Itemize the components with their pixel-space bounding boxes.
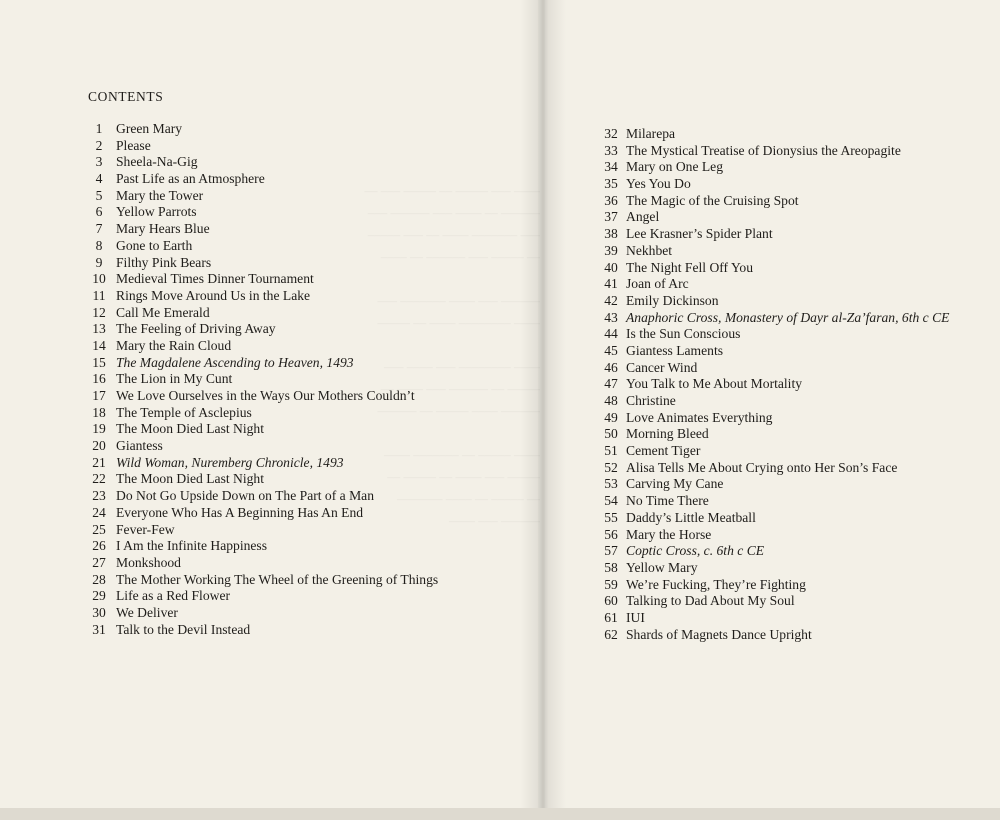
entry-number: 4 — [95, 171, 103, 187]
toc-entry — [596, 193, 949, 210]
toc-entry — [596, 610, 949, 627]
entry-number: 41 — [604, 276, 618, 292]
entry-title: Yellow Mary — [626, 559, 698, 575]
toc-entry — [82, 405, 438, 422]
entry-title: Joan of Arc — [626, 276, 689, 292]
toc-entry — [82, 338, 438, 355]
entry-title: The Moon Died Last Night — [116, 471, 264, 487]
toc-entry — [82, 288, 438, 305]
toc-entry — [596, 293, 949, 310]
entry-title: Gone to Earth — [116, 237, 193, 253]
entry-title: Is the Sun Conscious — [626, 326, 741, 342]
entry-title: Christine — [626, 393, 676, 408]
entry-number: 39 — [604, 242, 618, 258]
entry-number: 48 — [604, 393, 618, 408]
toc-entry — [82, 121, 438, 138]
entry-title: Fever-Few — [116, 521, 175, 537]
entry-number: 7 — [95, 221, 103, 237]
entry-title: Emily Dickinson — [626, 292, 719, 308]
toc-entry — [596, 393, 949, 410]
entry-title: Morning Bleed — [626, 426, 709, 442]
toc-entry — [82, 154, 438, 171]
toc-entry — [596, 543, 949, 560]
entry-number: 17 — [92, 388, 106, 403]
entry-number: 52 — [604, 459, 618, 475]
entry-number: 16 — [92, 371, 106, 387]
entry-number: 12 — [92, 304, 106, 320]
entry-number: 20 — [92, 438, 106, 454]
toc-entry — [596, 143, 949, 160]
entry-number: 8 — [95, 237, 103, 253]
contents-heading: CONTENTS — [88, 89, 164, 104]
entry-title: Mary the Rain Cloud — [116, 337, 232, 353]
toc-entry — [596, 176, 949, 193]
entry-number: 46 — [604, 359, 618, 375]
toc-entry — [82, 204, 438, 221]
entry-title: Giantess Laments — [626, 342, 724, 358]
entry-number: 14 — [92, 337, 106, 353]
entry-title: The Magdalene Ascending to Heaven, 1493 — [116, 354, 354, 370]
entry-number: 44 — [604, 326, 618, 342]
entry-number: 54 — [604, 493, 618, 509]
entry-title: Angel — [626, 209, 660, 225]
entry-title: You Talk to Me About Mortality — [626, 376, 803, 392]
toc-entry — [82, 271, 438, 288]
entry-title: Mary the Tower — [116, 187, 204, 203]
entry-title: The Magic of the Cruising Spot — [626, 192, 799, 208]
entry-title: Talking to Dad About My Soul — [626, 593, 795, 609]
toc-entry — [82, 138, 438, 155]
toc-entry — [596, 426, 949, 443]
entry-title: Everyone Who Has A Beginning Has An End — [116, 504, 364, 520]
entry-title: Call Me Emerald — [116, 304, 210, 320]
entry-title: The Feeling of Driving Away — [116, 321, 276, 337]
entry-number: 31 — [92, 621, 106, 637]
toc-entry — [82, 555, 438, 572]
toc-entry — [596, 209, 949, 226]
toc-list-left — [82, 121, 438, 638]
entry-title: Past Life as an Atmosphere — [116, 171, 265, 187]
toc-entry — [82, 488, 438, 505]
toc-entry — [596, 443, 949, 460]
entry-number: 49 — [604, 409, 618, 425]
toc-entry — [596, 493, 949, 510]
entry-number: 45 — [604, 342, 618, 358]
entry-number: 59 — [604, 576, 618, 592]
entry-title: We’re Fucking, They’re Fighting — [626, 576, 806, 592]
entry-title: Anaphoric Cross, Monastery of Dayr al-Za’faran, 6th c CE — [626, 309, 950, 325]
entry-title: Green Mary — [116, 121, 183, 136]
toc-entry — [596, 159, 949, 176]
entry-number: 36 — [604, 192, 618, 208]
entry-number: 34 — [604, 159, 618, 175]
entry-number: 38 — [604, 226, 618, 242]
entry-number: 27 — [92, 554, 106, 570]
entry-title: Shards of Magnets Dance Upright — [626, 626, 812, 642]
toc-entry — [596, 560, 949, 577]
entry-number: 28 — [92, 571, 106, 587]
toc-entry — [82, 305, 438, 322]
entry-title: Talk to the Devil Instead — [116, 621, 251, 637]
toc-entry — [596, 510, 949, 527]
toc-entry — [82, 572, 438, 589]
entry-title: We Deliver — [116, 604, 178, 620]
entry-number: 43 — [604, 309, 618, 325]
toc-entry — [596, 577, 949, 594]
entry-number: 29 — [92, 588, 106, 604]
entry-title: Alisa Tells Me About Crying onto Her Son’s Face — [626, 459, 898, 475]
toc-list-right — [596, 126, 949, 643]
toc-entry — [82, 371, 438, 388]
entry-title: Mary on One Leg — [626, 159, 724, 175]
entry-number: 57 — [604, 543, 618, 559]
toc-entry — [82, 421, 438, 438]
toc-entry — [596, 126, 949, 143]
toc-entry — [82, 622, 438, 639]
toc-entry — [82, 238, 438, 255]
toc-entry — [82, 388, 438, 405]
entry-number: 33 — [604, 142, 618, 158]
entry-number: 58 — [604, 559, 618, 575]
toc-entry — [596, 326, 949, 343]
entry-number: 32 — [604, 126, 618, 141]
entry-number: 37 — [604, 209, 618, 225]
entry-title: Carving My Cane — [626, 476, 724, 492]
toc-entry — [82, 171, 438, 188]
entry-title: Wild Woman, Nuremberg Chronicle, 1493 — [116, 454, 344, 470]
entry-number: 22 — [92, 471, 106, 487]
toc-entry — [82, 605, 438, 622]
entry-number: 47 — [604, 376, 618, 392]
toc-entry — [596, 243, 949, 260]
toc-entry — [82, 321, 438, 338]
entry-title: Cancer Wind — [626, 359, 698, 375]
entry-title: Mary the Horse — [626, 526, 712, 542]
toc-entry — [82, 221, 438, 238]
entry-title: Yes You Do — [626, 176, 691, 192]
entry-title: We Love Ourselves in the Ways Our Mothers Couldn’t — [116, 388, 415, 403]
toc-entry — [596, 226, 949, 243]
toc-entry — [82, 538, 438, 555]
toc-entry — [82, 255, 438, 272]
entry-title: Filthy Pink Bears — [116, 254, 212, 270]
entry-title: Lee Krasner’s Spider Plant — [626, 226, 773, 242]
entry-title: Life as a Red Flower — [116, 588, 231, 604]
entry-number: 30 — [92, 604, 106, 620]
toc-entry — [82, 588, 438, 605]
entry-number: 56 — [604, 526, 618, 542]
entry-number: 53 — [604, 476, 618, 492]
entry-title: Monkshood — [116, 554, 181, 570]
entry-number: 18 — [92, 404, 106, 420]
entry-title: Do Not Go Upside Down on The Part of a Man — [116, 488, 374, 504]
entry-number: 2 — [95, 137, 103, 153]
toc-entry — [596, 360, 949, 377]
entry-title: Mary Hears Blue — [116, 221, 210, 237]
toc-entry — [596, 310, 949, 327]
entry-number: 10 — [92, 271, 106, 287]
entry-title: Coptic Cross, c. 6th c CE — [626, 543, 765, 559]
entry-title: Please — [116, 137, 151, 153]
entry-number: 55 — [604, 509, 618, 525]
toc-entry — [596, 376, 949, 393]
entry-number: 25 — [92, 521, 106, 537]
entry-number: 42 — [604, 292, 618, 308]
entry-number: 19 — [92, 421, 106, 437]
toc-entry — [596, 476, 949, 493]
entry-title: IUI — [626, 609, 645, 625]
entry-number: 24 — [92, 504, 106, 520]
toc-entry — [596, 627, 949, 644]
toc-entry — [82, 455, 438, 472]
entry-title: Giantess — [116, 438, 163, 454]
entry-number: 61 — [604, 609, 618, 625]
entry-number: 40 — [604, 259, 618, 275]
toc-entry — [82, 355, 438, 372]
entry-number: 6 — [95, 204, 103, 220]
toc-entry — [82, 505, 438, 522]
entry-number: 1 — [95, 121, 103, 136]
entry-number: 35 — [604, 176, 618, 192]
entry-title: Yellow Parrots — [116, 204, 197, 220]
entry-title: Daddy’s Little Meatball — [626, 509, 756, 525]
toc-entry — [596, 343, 949, 360]
entry-title: The Night Fell Off You — [626, 259, 754, 275]
entry-number: 5 — [95, 187, 103, 203]
entry-number: 15 — [92, 354, 106, 370]
entry-title: Milarepa — [626, 126, 676, 141]
entry-title: No Time There — [626, 493, 709, 509]
entry-number: 26 — [92, 538, 106, 554]
entry-title: The Moon Died Last Night — [116, 421, 264, 437]
entry-title: I Am the Infinite Happiness — [116, 538, 268, 554]
entry-number: 50 — [604, 426, 618, 442]
entry-title: Nekhbet — [626, 242, 673, 258]
book-gutter — [520, 0, 566, 808]
entry-title: Sheela-Na-Gig — [116, 154, 198, 170]
toc-entry — [82, 471, 438, 488]
toc-entry — [596, 527, 949, 544]
page-bottom-edge — [0, 808, 1000, 820]
toc-entry — [596, 260, 949, 277]
entry-title: Love Animates Everything — [626, 409, 773, 425]
entry-number: 13 — [92, 321, 106, 337]
entry-title: Medieval Times Dinner Tournament — [116, 271, 314, 287]
entry-title: The Mystical Treatise of Dionysius the Areopagite — [626, 142, 901, 158]
entry-number: 51 — [604, 443, 618, 459]
toc-entry — [596, 460, 949, 477]
entry-title: Cement Tiger — [626, 443, 701, 459]
entry-number: 23 — [92, 488, 106, 504]
entry-title: Rings Move Around Us in the Lake — [116, 287, 311, 303]
entry-number: 3 — [95, 154, 103, 170]
toc-entry — [596, 593, 949, 610]
entry-number: 60 — [604, 593, 618, 609]
toc-entry — [82, 188, 438, 205]
entry-title: The Lion in My Cunt — [116, 371, 233, 387]
entry-title: The Temple of Asclepius — [116, 404, 252, 420]
entry-number: 62 — [604, 626, 618, 642]
toc-entry — [82, 438, 438, 455]
toc-entry — [596, 410, 949, 427]
entry-title: The Mother Working The Wheel of the Greening of Things — [116, 571, 439, 587]
toc-entry — [596, 276, 949, 293]
entry-number: 11 — [92, 287, 106, 303]
toc-entry — [82, 522, 438, 539]
entry-number: 21 — [92, 454, 106, 470]
entry-number: 9 — [95, 254, 103, 270]
